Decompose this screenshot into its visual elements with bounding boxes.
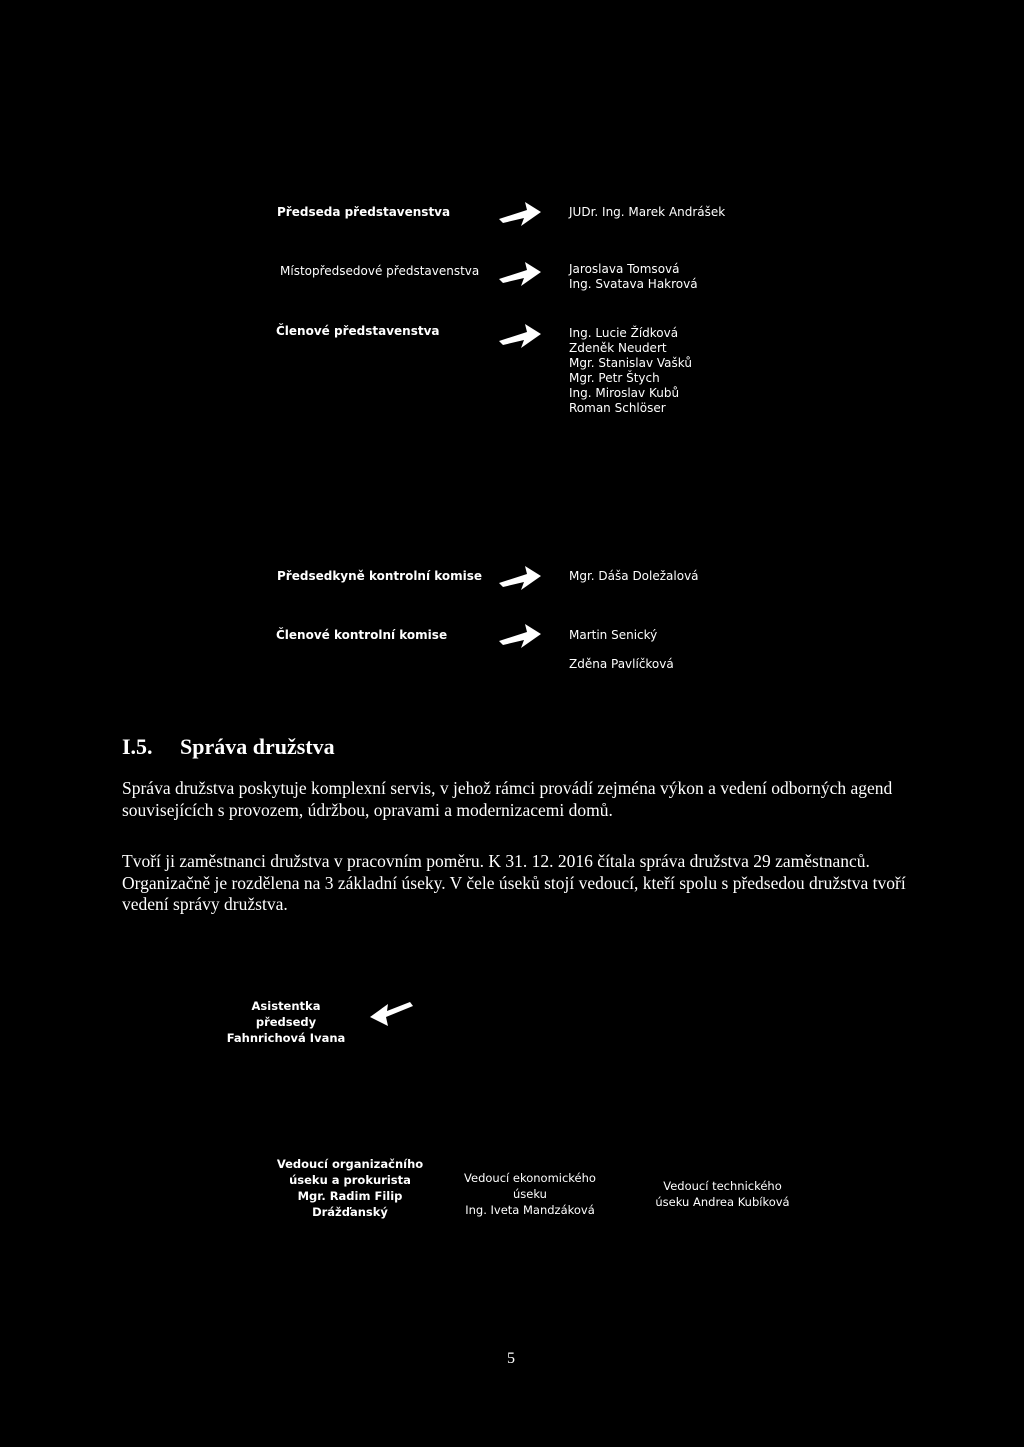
name-line: Mgr. Stanislav Vašků xyxy=(569,356,692,370)
name-line: Mgr. Dáša Doležalová xyxy=(569,569,699,583)
arrow-right-icon xyxy=(497,258,543,288)
name-line: Mgr. Petr Štych xyxy=(569,371,660,385)
section-heading xyxy=(122,734,335,760)
arrow-right-icon xyxy=(497,198,543,228)
box-line: Vedoucí technického xyxy=(663,1179,782,1193)
board-vice-role: Místopředsedové představenstva xyxy=(280,264,480,278)
arrow-left-icon xyxy=(366,1000,416,1034)
arrow-right-icon xyxy=(497,620,543,650)
org-head-box xyxy=(275,1156,425,1220)
box-line: Mgr. Radim Filip xyxy=(297,1189,403,1203)
name-line: Zdeněk Neudert xyxy=(569,341,667,355)
board-members-names xyxy=(569,326,692,416)
box-line: úseku Andrea Kubíková xyxy=(655,1195,790,1209)
board-members-role: Členové představenstva xyxy=(276,324,440,338)
section-title: Správa družstva xyxy=(180,734,335,759)
name-line: Zděna Pavlíčková xyxy=(569,657,674,671)
section-number: I.5. xyxy=(122,734,153,759)
box-line: předsedy xyxy=(255,1015,317,1029)
name-line: Martin Senický xyxy=(569,628,658,642)
box-line: Ing. Iveta Mandzáková xyxy=(465,1203,595,1217)
name-line: Ing. Svatava Hakrová xyxy=(569,277,698,291)
section-paragraph-1: Správa družstva poskytuje komplexní servis, v jehož rámci provádí zejména výkon a vedení odborných agend souvisejících s provozem, údržbou, opravami a modernizacemi domů. xyxy=(122,778,893,820)
box-line: Fahnrichová Ivana xyxy=(226,1031,346,1045)
control-chair-role: Předsedkyně kontrolní komise xyxy=(277,569,483,583)
board-chair-names xyxy=(569,205,725,220)
board-vice-names xyxy=(569,262,698,292)
tech-head-box xyxy=(640,1178,805,1210)
box-line: Asistentka xyxy=(251,999,321,1013)
box-line: Drážďanský xyxy=(312,1205,388,1219)
box-line: úseku xyxy=(513,1187,547,1201)
box-line: úseku a prokurista xyxy=(289,1173,411,1187)
name-line: Ing. Lucie Žídková xyxy=(569,326,679,340)
arrow-right-icon xyxy=(497,562,543,592)
section-paragraph-2: Tvoří ji zaměstnanci družstva v pracovním poměru. K 31. 12. 2016 čítala správa družstva 29 zaměstnanců. Organizačně je rozdělena na 3 základní úseky. V čele úseků stojí vedoucí, kteří spolu s předsedou družstva tvoří vedení správy družstva. xyxy=(122,851,906,914)
page-number: 5 xyxy=(507,1350,515,1367)
box-line: Vedoucí ekonomického xyxy=(464,1171,596,1185)
assistant-box xyxy=(226,998,346,1046)
name-line: Jaroslava Tomsová xyxy=(569,262,680,276)
board-chair-role: Předseda představenstva xyxy=(277,205,451,219)
box-line: Vedoucí organizačního xyxy=(276,1157,424,1171)
name-line: Roman Schlöser xyxy=(569,401,666,415)
control-members-names xyxy=(569,628,674,672)
econ-head-box xyxy=(455,1170,605,1218)
control-members-role: Členové kontrolní komise xyxy=(276,628,448,642)
name-line: JUDr. Ing. Marek Andrášek xyxy=(569,205,726,219)
name-line: Ing. Miroslav Kubů xyxy=(569,386,680,400)
arrow-right-icon xyxy=(497,320,543,350)
control-chair-names xyxy=(569,569,699,584)
